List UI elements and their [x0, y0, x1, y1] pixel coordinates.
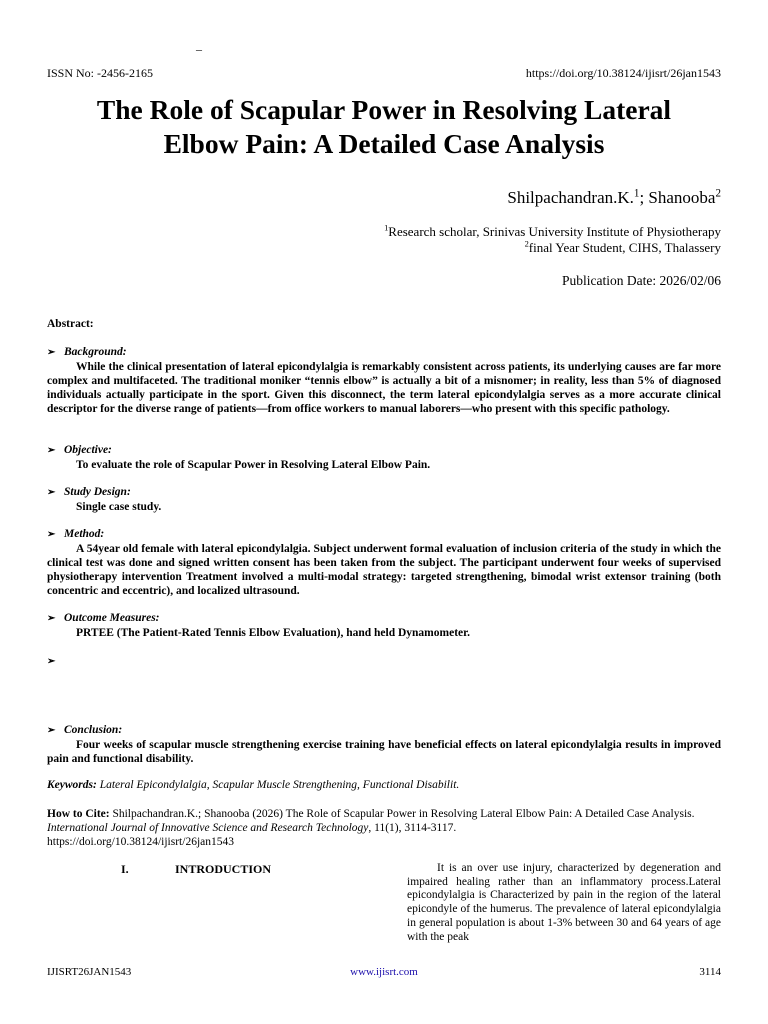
affiliation-1-text: Research scholar, Srinivas University Institute of Physiotherapy — [388, 224, 721, 239]
method-heading — [47, 527, 721, 542]
outcome-text: PRTEE (The Patient-Rated Tennis Elbow Evaluation), hand held Dynamometer. — [76, 627, 471, 639]
bullet-arrow-icon: ➢ — [47, 347, 56, 358]
title-line-1: The Role of Scapular Power in Resolving Lateral — [96, 94, 672, 125]
method-label: Method: — [64, 528, 105, 540]
publication-date: Publication Date: 2026/02/06 — [562, 273, 721, 288]
cite-text: Shilpachandran.K.; Shanooba (2026) The Role of Scapular Power in Resolving Lateral Elbow Pain: A Detailed Case Analysis. — [109, 808, 695, 820]
bullet-arrow-icon: ➢ — [47, 725, 56, 736]
conclusion-text: Four weeks of scapular muscle strengthening exercise training have beneficial effects on lateral epicondylalgia results in improved pain and functional disability. — [47, 739, 721, 765]
abstract-heading: Abstract: — [47, 318, 94, 330]
objective-text: To evaluate the role of Scapular Power in Resolving Lateral Elbow Pain. — [76, 459, 431, 471]
bullet-arrow-icon: ➢ — [47, 613, 56, 624]
abstract-objective — [47, 443, 721, 472]
bullet-arrow-icon: ➢ — [47, 445, 56, 456]
abstract-study-design — [47, 485, 721, 514]
conclusion-label: Conclusion: — [64, 724, 123, 736]
affiliation-2-text: final Year Student, CIHS, Thalassery — [528, 240, 721, 255]
abstract-empty-item — [47, 654, 721, 669]
introduction-text: It is an over use injury, characterized by degeneration and impaired healing rather than an inflammatory process.Lateral epicondylalgia is Characterized by pain in the region of the lateral epicondyle of the humerus. The prevalence of lateral epicondylalgia in general population is about 1-3% between 30 and 64 years of age with the peak — [407, 862, 721, 943]
abstract-method — [47, 527, 721, 598]
page-number: 3114 — [699, 966, 721, 978]
background-label: Background: — [64, 346, 127, 358]
author-separator: ; — [639, 188, 649, 207]
objective-heading — [47, 443, 721, 458]
bullet-arrow-icon: ➢ — [47, 487, 56, 498]
objective-label: Objective: — [64, 444, 112, 456]
study-design-label: Study Design: — [64, 486, 131, 498]
author-2-affiliation-mark: 2 — [715, 187, 721, 200]
cite-journal: International Journal of Innovative Science and Research Technology — [47, 822, 369, 834]
cite-label: How to Cite: — [47, 808, 110, 820]
keywords-label: Keywords: — [47, 779, 97, 791]
author-1-affiliation-mark: 1 — [633, 187, 640, 200]
background-heading — [47, 345, 721, 360]
abstract-outcome-measures — [47, 611, 721, 640]
issn-number: ISSN No: -2456-2165 — [47, 66, 154, 80]
outcome-label: Outcome Measures: — [64, 612, 160, 624]
bullet-arrow-icon: ➢ — [47, 656, 56, 667]
abstract-background — [47, 345, 721, 416]
bullet-arrow-icon: ➢ — [47, 529, 56, 540]
conclusion-heading — [47, 723, 721, 738]
paper-title — [40, 93, 728, 161]
affiliation-2-mark: 2 — [524, 238, 529, 249]
cite-volume: , 11(1), 3114-3117. — [368, 822, 457, 834]
footer-article-id: IJISRT26JAN1543 — [47, 966, 132, 978]
how-to-cite — [47, 807, 721, 849]
section-heading: INTRODUCTION — [175, 862, 272, 876]
affiliations — [384, 224, 721, 256]
title-line-2: Elbow Pain: A Detailed Case Analysis — [163, 128, 605, 159]
study-design-heading — [47, 485, 721, 500]
affiliation-2 — [384, 240, 721, 256]
keywords — [47, 779, 459, 791]
method-text: A 54year old female with lateral epicondylalgia. Subject underwent formal evaluation of inclusion criteria of the study in which the clinical test was done and signed written consent has been taken from the subject. The participant underwent four weeks of supervised physiotherapy intervention Treatment involved a multi-modal strategy: targeted strengthening, bimodal wrist extensor training (both concentric and eccentric), and localized ultrasound. — [47, 543, 721, 597]
section-number: I. — [121, 862, 129, 876]
affiliation-1-mark: 1 — [384, 222, 389, 233]
cite-doi-link[interactable]: https://doi.org/10.38124/ijisrt/26jan1543 — [47, 836, 234, 848]
author-2: Shanooba — [648, 188, 716, 207]
header-doi-link[interactable]: https://doi.org/10.38124/ijisrt/26jan1543 — [525, 66, 721, 80]
footer-website-link[interactable]: www.ijisrt.com — [350, 966, 418, 978]
header-dash: – — [196, 42, 202, 56]
keywords-text: Lateral Epicondylalgia, Scapular Muscle Strengthening, Functional Disabilit. — [96, 779, 460, 791]
affiliation-1 — [384, 224, 721, 240]
outcome-heading — [47, 611, 721, 626]
abstract-conclusion — [47, 723, 721, 766]
study-design-text: Single case study. — [76, 501, 162, 513]
background-text: While the clinical presentation of lateral epicondylalgia is remarkably consistent across patients, its underlying causes are far more complex and multifaceted. The traditional moniker “tennis elbow” is actually a bit of a misnomer; in reality, less than 5% of diagnosed individuals actually participate in the sport. Given this disconnect, the term lateral epicondylalgia serves as a more accurate clinical descriptor for the diverse range of patients—from office workers to manual laborers—who present with this specific pathology. — [47, 361, 721, 415]
author-list — [507, 188, 721, 208]
author-1: Shilpachandran.K. — [507, 188, 634, 207]
